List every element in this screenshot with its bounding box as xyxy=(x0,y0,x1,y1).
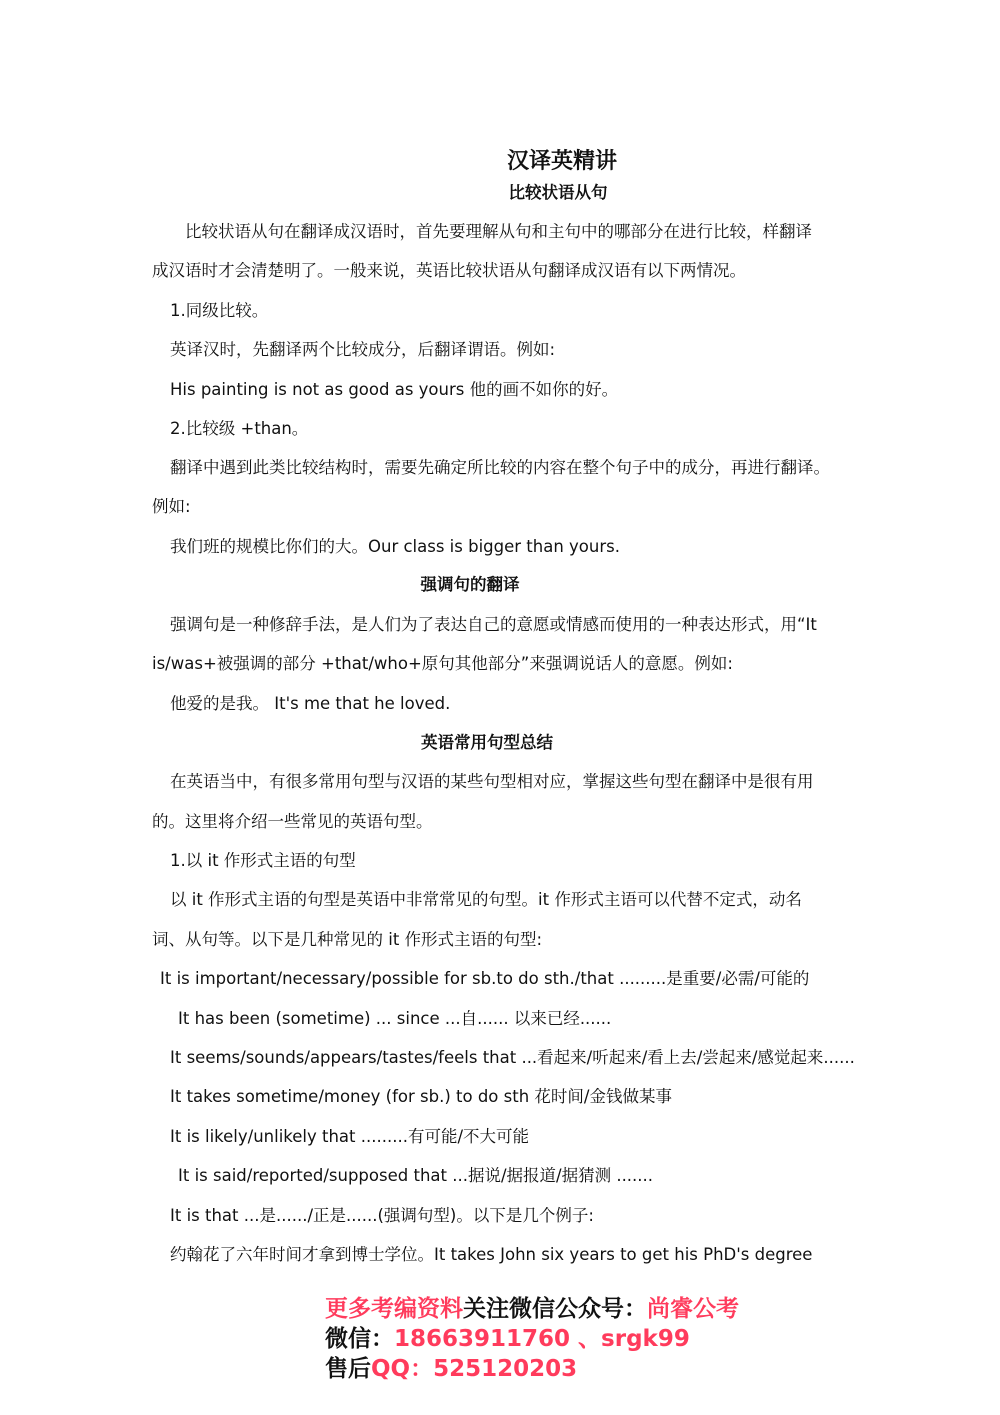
section-heading-emphasis: 强调句的翻译 xyxy=(420,575,520,594)
promo-text: 关注微信公众号： xyxy=(463,1296,647,1322)
list-item: 1.以 it 作形式主语的句型 xyxy=(170,851,356,870)
pattern-line: It seems/sounds/appears/tastes/feels that ...看起来/听起来/看上去/尝起来/感觉起来...... xyxy=(170,1048,855,1067)
list-item: 1.同级比较。 xyxy=(170,301,269,320)
section-heading-patterns: 英语常用句型总结 xyxy=(421,733,553,752)
promo-text: 更多考编资料 xyxy=(325,1296,463,1322)
paragraph-line: 以 it 作形式主语的句型是英语中非常常见的句型。it 作形式主语可以代替不定式，动名 xyxy=(170,890,802,909)
paragraph-line: 比较状语从句在翻译成汉语时，首先要理解从句和主句中的哪部分在进行比较，样翻译 xyxy=(185,222,812,241)
paragraph-line: 例如: xyxy=(152,497,191,516)
paragraph-line: 的。这里将介绍一些常见的英语句型。 xyxy=(152,812,433,831)
paragraph-line: 强调句是一种修辞手法，是人们为了表达自己的意愿或情感而使用的一种表达形式，用“It xyxy=(170,615,817,634)
pattern-line: It is that ...是....../正是......(强调句型)。以下是几个例子: xyxy=(170,1206,594,1225)
promo-qq: QQ：525120203 xyxy=(371,1356,578,1382)
promo-footer-line-2 xyxy=(325,1324,690,1354)
paragraph-line: 成汉语时才会清楚明了。一般来说，英语比较状语从句翻译成汉语有以下两情况。 xyxy=(152,261,746,280)
document-title: 汉译英精讲 xyxy=(506,148,617,174)
section-heading-comparison: 比较状语从句 xyxy=(508,183,608,202)
pattern-line: It is likely/unlikely that .........有可能/不大可能 xyxy=(170,1127,530,1146)
example-line: His painting is not as good as yours 他的画不如你的好。 xyxy=(170,380,619,399)
paragraph-line: 词、从句等。以下是几种常见的 it 作形式主语的句型: xyxy=(152,930,543,949)
pattern-line: It is important/necessary/possible for sb.to do sth./that .........是重要/必需/可能的 xyxy=(160,969,810,988)
paragraph-line: 在英语当中，有很多常用句型与汉语的某些句型相对应，掌握这些句型在翻译中是很有用 xyxy=(170,772,814,791)
list-item: 2.比较级 +than。 xyxy=(170,419,309,438)
paragraph-line: is/was+被强调的部分 +that/who+原句其他部分”来强调说话人的意愿。例如: xyxy=(152,654,733,673)
promo-account-name: 尚睿公考 xyxy=(647,1296,739,1322)
example-line: 我们班的规模比你们的大。Our class is bigger than yours. xyxy=(170,537,620,556)
promo-label: 微信： xyxy=(325,1326,394,1352)
pattern-line: It is said/reported/supposed that ...据说/据报道/据猜测 ....... xyxy=(178,1166,654,1185)
pattern-line: It takes sometime/money (for sb.) to do sth 花时间/金钱做某事 xyxy=(170,1087,672,1106)
promo-footer-line-3 xyxy=(325,1354,577,1384)
paragraph-line: 英译汉时，先翻译两个比较成分，后翻译谓语。例如: xyxy=(170,340,556,359)
example-line: 约翰花了六年时间才拿到博士学位。It takes John six years to get his PhD's degree xyxy=(170,1245,813,1264)
pattern-line: It has been (sometime) ... since ...自...... 以来已经...... xyxy=(178,1009,612,1028)
paragraph-line: 翻译中遇到此类比较结构时，需要先确定所比较的内容在整个句子中的成分，再进行翻译。 xyxy=(170,458,830,477)
promo-footer-line-1 xyxy=(325,1294,739,1324)
promo-label: 售后 xyxy=(325,1356,371,1382)
promo-wechat-id: 18663911760 、srgk99 xyxy=(394,1326,690,1352)
example-line: 他爱的是我。 It's me that he loved. xyxy=(170,694,451,713)
